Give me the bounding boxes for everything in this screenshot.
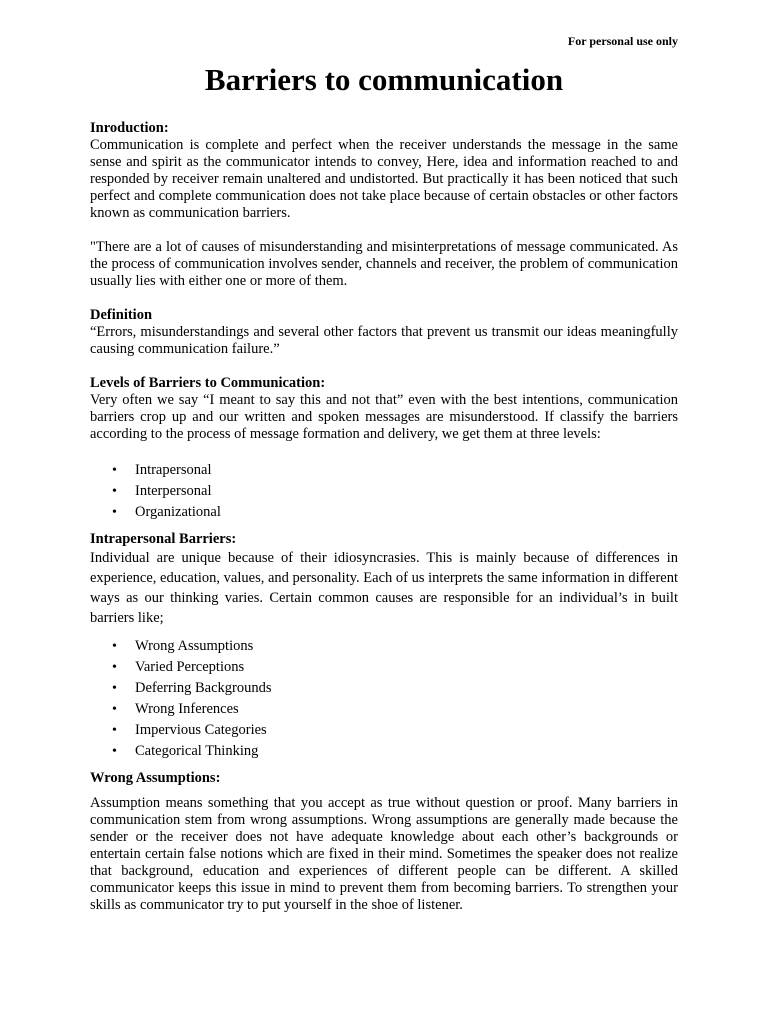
levels-list xyxy=(90,460,678,523)
bullet-icon: • xyxy=(112,505,117,520)
header-note: For personal use only xyxy=(567,34,678,48)
list-item: • Organizational xyxy=(90,502,678,523)
list-item: • Intrapersonal xyxy=(90,460,678,481)
list-item: • Impervious Categories xyxy=(90,720,678,741)
list-item: • Interpersonal xyxy=(90,481,678,502)
bullet-icon: • xyxy=(112,681,117,696)
intrapersonal-text: Individual are unique because of their idiosyncrasies. This is mainly because of differences in experience, education, values, and personality. Each of us interprets the same information in different ways as our thinking varies. Certain common causes are responsible for an individual’s in built barriers like; xyxy=(90,550,678,626)
bullet-icon: • xyxy=(112,639,117,654)
levels-text: Very often we say “I meant to say this and not that” even with the best intentions, communication barriers crop up and our written and spoken messages are misunderstood. If classify the barriers according to the process of message formation and delivery, we get them at three levels: xyxy=(90,392,678,442)
introduction-paragraph-1: Communication is complete and perfect when the receiver understands the message in the same sense and spirit as the communicator intends to convey, Here, idea and information reached to and responded by receiver remain unaltered and undistorted. But practically it has been noticed that such perfect and complete communication does not take place because of certain obstacles or other factors known as communication barriers. xyxy=(90,137,678,221)
definition-text: “Errors, misunderstandings and several other factors that prevent us transmit our ideas meaningfully causing communication failure.” xyxy=(90,324,678,357)
bullet-icon: • xyxy=(112,463,117,478)
list-item: • Deferring Backgrounds xyxy=(90,678,678,699)
list-item: • Wrong Assumptions xyxy=(90,636,678,657)
bullet-icon: • xyxy=(112,723,117,738)
wrong-assumptions-heading: Wrong Assumptions: xyxy=(90,770,221,786)
document-title: Barriers to communication xyxy=(204,62,564,97)
intrapersonal-list xyxy=(90,636,678,762)
wrong-assumptions-text: Assumption means something that you accept as true without question or proof. Many barriers in communication stem from wrong assumptions. Wrong assumptions are generally made because the sender or the receiver does not have adequate knowledge about each other’s backgrounds or entertain certain false notions which are fixed in their mind. Sometimes the speaker does not realize that background, education and experiences of different people can be different. A skilled communicator keeps this issue in mind to prevent them from becoming barriers. To strengthen your skills as communicator try to put yourself in the shoe of listener. xyxy=(90,795,678,913)
bullet-icon: • xyxy=(112,702,117,717)
intrapersonal-heading: Intrapersonal Barriers: xyxy=(90,531,237,547)
document-body xyxy=(90,120,678,914)
introduction-paragraph-2: "There are a lot of causes of misunderstanding and misinterpretations of message communicated. As the process of communication involves sender, channels and receiver, the problem of communication usually lies with either one or more of them. xyxy=(90,239,678,289)
bullet-icon: • xyxy=(112,484,117,499)
list-item: • Varied Perceptions xyxy=(90,657,678,678)
list-item: • Categorical Thinking xyxy=(90,741,678,762)
introduction-heading: Inroduction: xyxy=(90,120,169,136)
bullet-icon: • xyxy=(112,660,117,675)
levels-heading: Levels of Barriers to Communication: xyxy=(90,375,326,391)
bullet-icon: • xyxy=(112,744,117,759)
list-item: • Wrong Inferences xyxy=(90,699,678,720)
definition-heading: Definition xyxy=(90,307,153,323)
